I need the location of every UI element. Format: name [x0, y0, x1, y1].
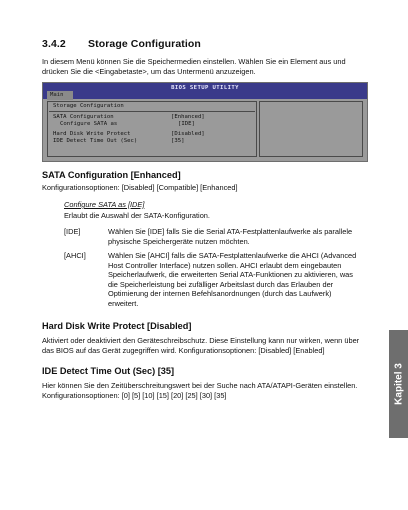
bios-help-panel: [259, 101, 363, 157]
configure-sata-subheading: Configure SATA as [IDE]: [64, 200, 145, 209]
option-ahci: [64, 251, 364, 311]
intro-paragraph: In diesem Menü können Sie die Speichermedien einstellen. Wählen Sie ein Element aus und drücken Sie die <Eingabetaste>, um das Untermenü anzuzeigen.: [42, 57, 346, 76]
option-description: Wählen Sie [AHCI] falls die SATA-Festplattenlaufwerke die AHCI (Advanced Host Controller Interface) nutzen sollen. AHCI erlaubt dem eingebauten Speicherlaufwerk, die erweiterten Serial ATA-Funktionen zu aktivieren, was die Speicherleistung bei zufälliger Arbeitslast durch das Erlauben der Optimierung der internen Befehlsanordnungen (durch das Laufwerk) erweitert.: [108, 251, 357, 308]
bios-settings-panel: [47, 101, 257, 157]
bios-row-value: [IDE]: [178, 120, 195, 127]
bios-row-value: [Disabled]: [171, 131, 205, 137]
ide-detect-time-out-heading: IDE Detect Time Out (Sec) [35]: [42, 366, 175, 376]
sata-configuration-heading: SATA Configuration [Enhanced]: [42, 170, 181, 180]
bios-row-value: [35]: [171, 137, 185, 144]
sata-configuration-options: Konfigurationsoptionen: [Disabled] [Compatible] [Enhanced]: [42, 183, 238, 192]
hard-disk-write-protect-text: Aktiviert oder deaktiviert den Geräteschreibschutz. Diese Einstellung kann nur wirken, wenn über das BIOS auf das Gerät zugegriffen wird. Konfigurationsoptionen: [Disabled] [Enabled]: [42, 336, 360, 355]
bios-row-label: SATA Configuration: [53, 114, 114, 120]
chapter-label-text: Kapitel 3: [393, 363, 404, 405]
bios-row-value: [Enhanced]: [171, 114, 205, 120]
bios-row-label: Configure SATA as: [60, 120, 118, 127]
configure-sata-text: Erlaubt die Auswahl der SATA-Konfiguration.: [64, 211, 210, 220]
bios-row-configure-sata: [53, 121, 195, 128]
bios-panel-title: Storage Configuration: [53, 103, 124, 109]
bios-title: BIOS SETUP UTILITY: [171, 85, 239, 91]
bios-row-sata-configuration: [53, 114, 205, 121]
option-ide: [64, 227, 364, 247]
bios-screenshot: [42, 82, 368, 162]
option-description: Wählen Sie [IDE] falls Sie die Serial ATA-Festplattenlaufwerke als parallele physische Speichergeräte nutzen möchten.: [108, 227, 353, 246]
chapter-label: [389, 330, 408, 438]
bios-row-hard-disk-write-protect: [53, 131, 205, 138]
bios-row-ide-detect-time-out: [53, 138, 184, 145]
section-heading: [42, 38, 201, 50]
hard-disk-write-protect-heading: Hard Disk Write Protect [Disabled]: [42, 321, 192, 331]
bios-row-label: Hard Disk Write Protect: [53, 131, 131, 137]
ide-detect-time-out-text: Hier können Sie den Zeitüberschreitungswert bei der Suche nach ATA/ATAPI-Geräten einstellen. Konfigurationsoptionen: [0] [5] [10] [15] [20] [25] [30] [35]: [42, 381, 358, 400]
section-number: 3.4.2: [42, 38, 66, 50]
bios-tab-main: Main: [47, 91, 73, 100]
bios-row-label: IDE Detect Time Out (Sec): [53, 137, 138, 144]
option-key: [IDE]: [64, 227, 81, 236]
section-title: Storage Configuration: [88, 38, 201, 50]
divider: [49, 111, 255, 112]
option-key: [AHCI]: [64, 251, 86, 260]
